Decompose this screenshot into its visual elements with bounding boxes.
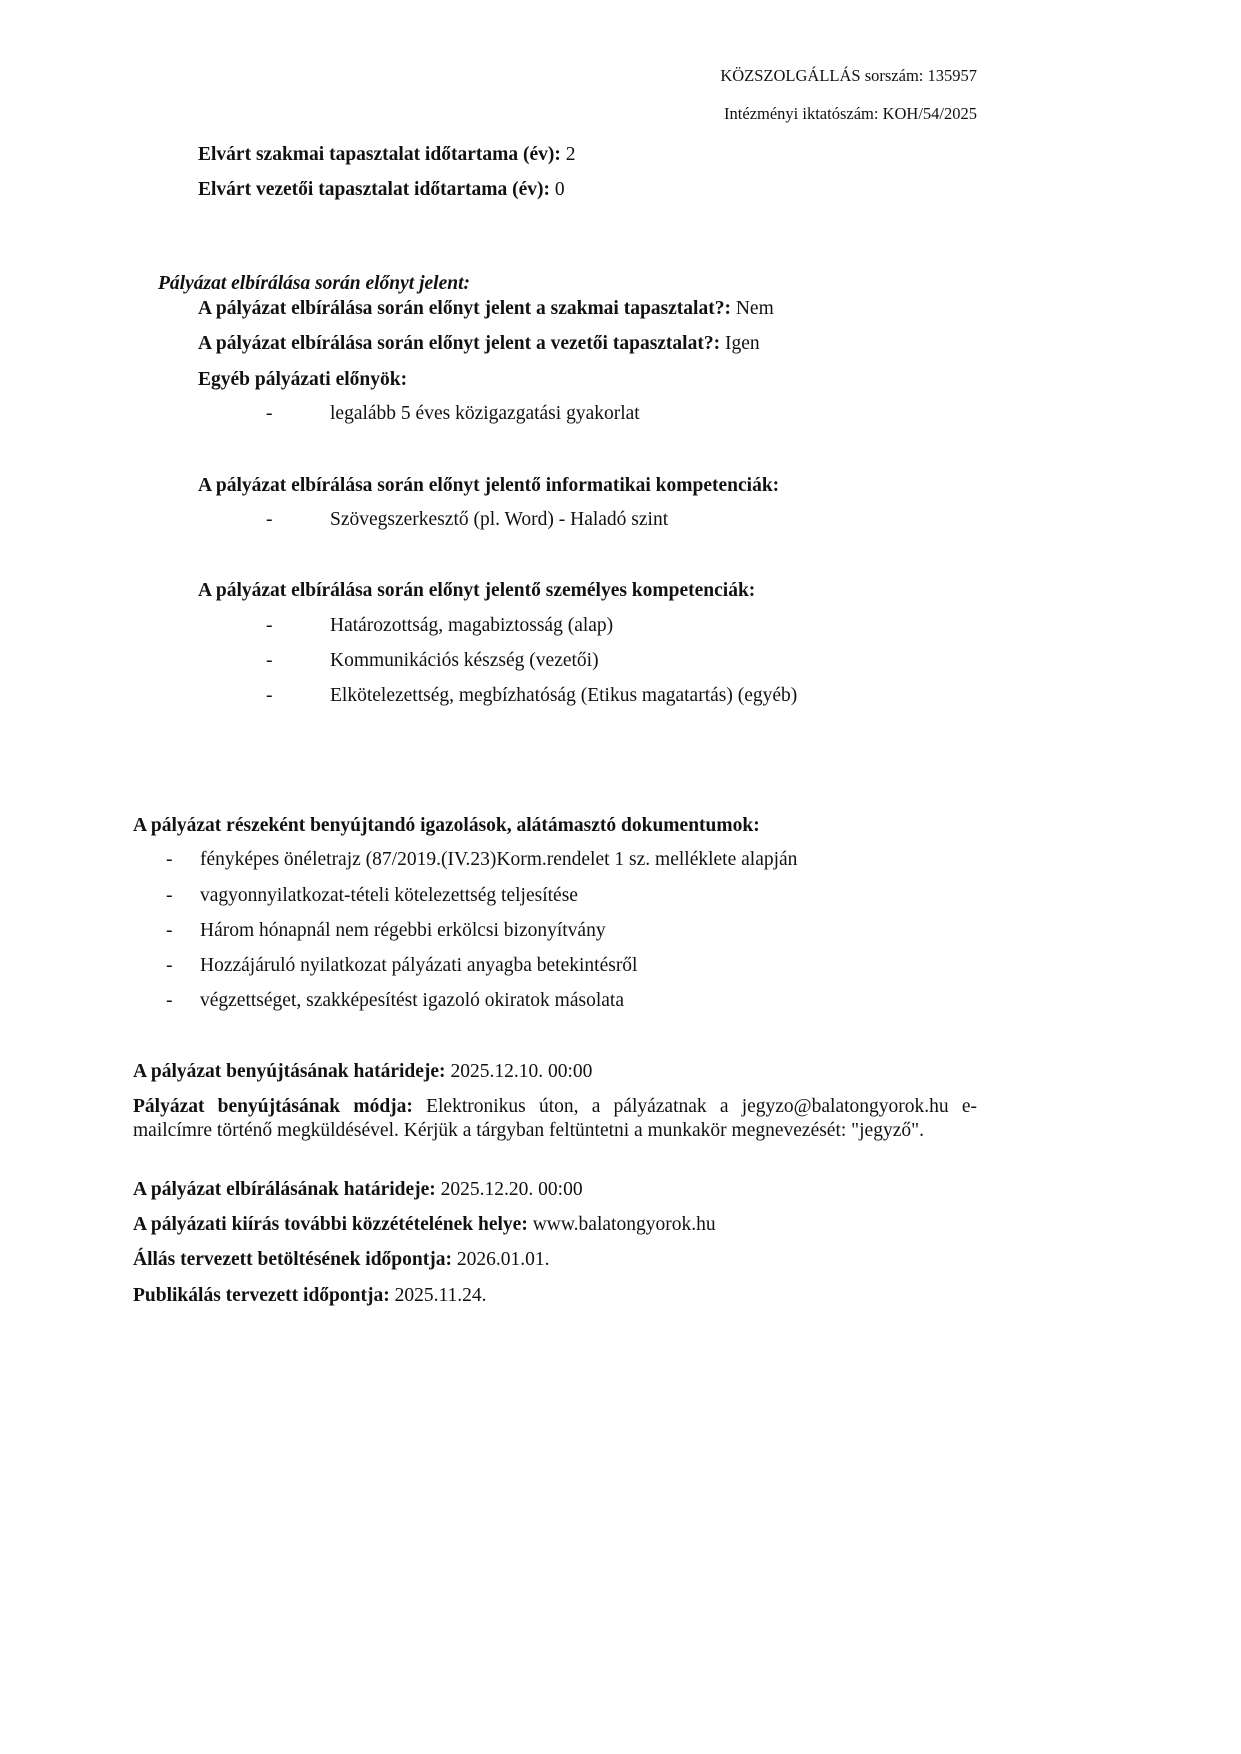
field-label: A pályázat elbírálása során előnyt jelentő informatikai kompetenciák: (198, 475, 780, 496)
list-dash: - (266, 615, 273, 636)
list-dash: - (166, 955, 173, 976)
advantage-row (198, 297, 774, 321)
reference-number: Intézményi iktatószám: KOH/54/2025 (724, 104, 977, 123)
list-item: Kommunikációs készség (vezetői) (330, 650, 599, 671)
field-value: Nem (730, 298, 774, 319)
list-item: végzettséget, szakképesítést igazoló okiratok másolata (200, 990, 624, 1011)
personal-competencies-heading (198, 579, 755, 603)
list-item: legalább 5 éves közigazgatási gyakorlat (330, 403, 640, 424)
field-label: Egyéb pályázati előnyök: (198, 369, 408, 390)
field-label: A pályázati kiírás további közzétételének helye: (133, 1214, 528, 1235)
field-value: 2 (560, 144, 576, 165)
field-label: Elvárt vezetői tapasztalat időtartama (év): (198, 179, 550, 200)
field-label: A pályázat elbírálása során előnyt jelent a szakmai tapasztalat?: (198, 298, 731, 319)
advantages-heading: Pályázat elbírálása során előnyt jelent: (158, 273, 470, 294)
documents-heading (133, 814, 760, 838)
field-value: 2025.12.10. 00:00 (445, 1061, 593, 1082)
field-value: 2025.11.24. (389, 1285, 487, 1306)
field-label: Publikálás tervezett időpontja: (133, 1285, 390, 1306)
field-value: Elektronikus úton, a pályázatnak a jegyzo@balatongyorok.hu e-mailcímre történő megküldésével. Kérjük a tárgyban feltüntetni a munkakör megnevezését: "jegyző". (133, 1096, 977, 1141)
list-dash: - (266, 650, 273, 671)
field-label: A pályázat elbírálása során előnyt jelentő személyes kompetenciák: (198, 580, 756, 601)
list-item: Három hónapnál nem régebbi erkölcsi bizonyítvány (200, 920, 606, 941)
field-label: A pályázat elbírálása során előnyt jelent a vezetői tapasztalat?: (198, 333, 721, 354)
field-value: 0 (549, 179, 565, 200)
field-value: 2026.01.01. (451, 1249, 550, 1270)
list-item: vagyonnyilatkozat-tételi kötelezettség teljesítése (200, 885, 578, 906)
planned-start-date (133, 1248, 549, 1272)
list-item: Szövegszerkesztő (pl. Word) - Haladó szint (330, 509, 669, 530)
field-label: Állás tervezett betöltésének időpontja: (133, 1249, 452, 1270)
field-label: A pályázat benyújtásának határideje: (133, 1061, 446, 1082)
list-item: Hozzájáruló nyilatkozat pályázati anyagba betekintésről (200, 955, 638, 976)
submission-deadline (133, 1060, 592, 1084)
field-label: A pályázat részeként benyújtandó igazolások, alátámasztó dokumentumok: (133, 815, 760, 836)
list-dash: - (266, 403, 273, 424)
field-value: Igen (720, 333, 760, 354)
field-label: A pályázat elbírálásának határideje: (133, 1179, 436, 1200)
evaluation-deadline (133, 1178, 583, 1202)
publication-place (133, 1213, 716, 1237)
list-dash: - (266, 509, 273, 530)
management-experience-row (198, 178, 565, 202)
list-dash: - (166, 849, 173, 870)
advantage-row (198, 332, 760, 356)
field-value: 2025.12.20. 00:00 (435, 1179, 583, 1200)
list-item: Elkötelezettség, megbízhatóság (Etikus magatartás) (egyéb) (330, 685, 798, 706)
list-dash: - (166, 990, 173, 1011)
submission-method (133, 1095, 977, 1143)
it-competencies-heading (198, 474, 779, 498)
list-dash: - (266, 685, 273, 706)
planned-publish-date (133, 1284, 487, 1308)
list-dash: - (166, 885, 173, 906)
list-item: fényképes önéletrajz (87/2019.(IV.23)Korm.rendelet 1 sz. melléklete alapján (200, 849, 798, 870)
serial-number: KÖZSZOLGÁLLÁS sorszám: 135957 (720, 66, 977, 85)
professional-experience-row (198, 143, 575, 167)
field-value: www.balatongyorok.hu (527, 1214, 716, 1235)
other-advantages-label (198, 368, 407, 392)
list-dash: - (166, 920, 173, 941)
field-label: Pályázat benyújtásának módja: (133, 1096, 413, 1117)
field-label: Elvárt szakmai tapasztalat időtartama (év): (198, 144, 561, 165)
list-item: Határozottság, magabiztosság (alap) (330, 615, 614, 636)
